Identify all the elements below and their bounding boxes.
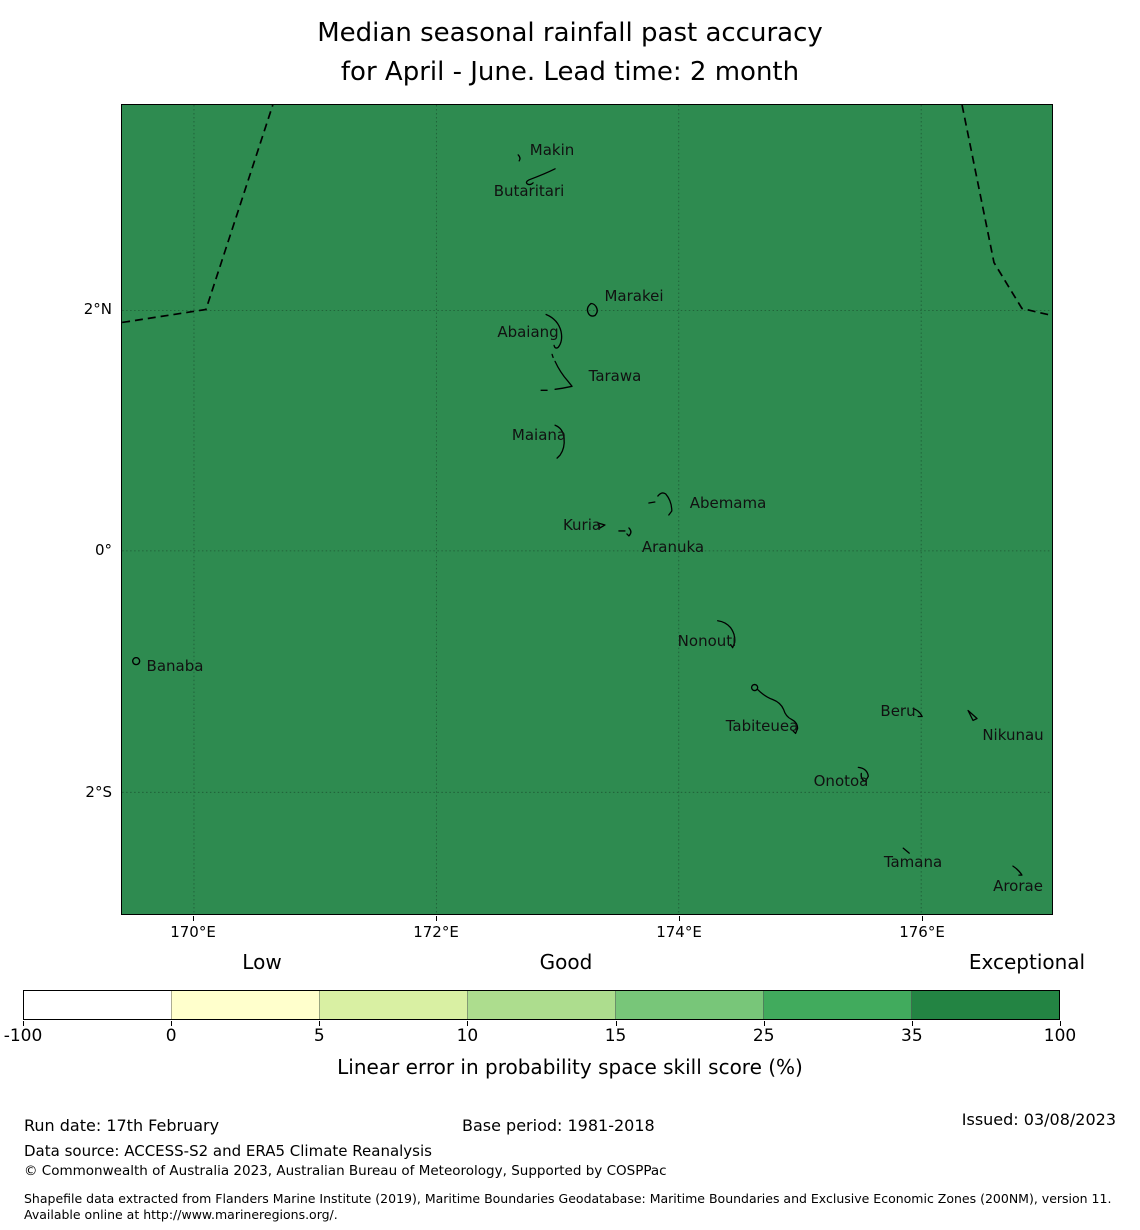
footer-base-period: Base period: 1981-2018	[462, 1116, 655, 1135]
map-features-layer	[122, 105, 1052, 914]
x-axis-tickmark-170e	[193, 916, 194, 921]
skill-category-label-good: Good	[539, 950, 593, 974]
colorbar-segment-1	[24, 991, 171, 1019]
footer-issued-date: Issued: 03/08/2023	[961, 1110, 1116, 1129]
colorbar-segment-7	[911, 991, 1059, 1019]
footer-data-source: Data source: ACCESS-S2 and ERA5 Climate Reanalysis	[24, 1142, 432, 1160]
island-label-tarawa: Tarawa	[588, 367, 642, 385]
island-label-makin: Makin	[529, 141, 575, 159]
island-outline-makin	[518, 155, 520, 161]
eez-boundary-east	[962, 105, 1052, 315]
island-outline-abemama	[649, 493, 672, 515]
x-axis-tick-label-176e: 176°E	[899, 923, 945, 941]
island-label-abaiang: Abaiang	[497, 323, 559, 341]
colorbar-segment-5	[615, 991, 763, 1019]
island-label-butaritari: Butaritari	[493, 182, 565, 200]
island-label-banaba: Banaba	[146, 657, 204, 675]
y-axis-tick-label-0: 0°	[94, 541, 112, 559]
colorbar-segment-4	[467, 991, 615, 1019]
colorbar-tick-label-100: 100	[1043, 1026, 1077, 1046]
x-axis-tick-label-170e: 170°E	[170, 923, 216, 941]
island-label-nikunau: Nikunau	[982, 726, 1044, 744]
island-outline-aranuka	[619, 528, 631, 536]
colorbar-tick-label-neg100: -100	[3, 1026, 43, 1046]
island-outline-marakei	[587, 304, 597, 317]
island-outline-nikunau	[968, 711, 977, 721]
colorbar-segment-3	[319, 991, 467, 1019]
island-label-nonouti: Nonouti	[677, 632, 737, 650]
x-axis-tickmark-176e	[922, 916, 923, 921]
colorbar-tick-label-0: 0	[165, 1026, 177, 1046]
colorbar-tick-label-15: 15	[604, 1026, 627, 1046]
eez-boundary-west	[122, 105, 273, 322]
footer-shapefile-note: Shapefile data extracted from Flanders Marine Institute (2019), Maritime Boundaries Geodatabase: Maritime Boundaries and Exclusive Economic Zones (200NM), version 11. Available online at http://www.marineregions.org/.	[24, 1191, 1112, 1222]
island-label-onotoa: Onotoa	[813, 772, 869, 790]
island-label-aranuka: Aranuka	[641, 538, 705, 556]
x-axis-tick-label-172e: 172°E	[413, 923, 459, 941]
island-outline-tarawa	[541, 354, 572, 390]
colorbar-tick-label-35: 35	[901, 1026, 923, 1046]
island-outline-arorae	[1013, 866, 1022, 875]
x-axis-tickmark-172e	[436, 916, 437, 921]
colorbar-tick-label-10: 10	[456, 1026, 479, 1046]
map-canvas	[121, 104, 1053, 915]
colorbar-tick-label-5: 5	[313, 1026, 325, 1046]
skill-category-label-exceptional: Exceptional	[968, 950, 1086, 974]
island-outline-banaba	[133, 658, 140, 665]
footer-copyright: © Commonwealth of Australia 2023, Australian Bureau of Meteorology, Supported by COSPPac	[24, 1163, 667, 1179]
island-outlines	[133, 155, 1022, 875]
island-label-beru: Beru	[880, 702, 916, 720]
colorbar-tick-label-25: 25	[752, 1026, 775, 1046]
island-label-abemama: Abemama	[689, 494, 767, 512]
island-label-tamana: Tamana	[883, 853, 943, 871]
island-label-kuria: Kuria	[562, 516, 602, 534]
y-axis-tick-label-2s: 2°S	[85, 783, 112, 801]
colorbar-tick-labels	[3, 1026, 1077, 1048]
island-label-arorae: Arorae	[993, 877, 1043, 895]
island-label-marakei: Marakei	[604, 287, 664, 305]
colorbar	[23, 990, 1060, 1020]
page-title	[0, 14, 1140, 92]
page-title-line-2: for April - June. Lead time: 2 month	[340, 57, 800, 87]
colorbar-segment-2	[171, 991, 319, 1019]
footer-run-date: Run date: 17th February	[24, 1116, 220, 1135]
page-title-line-1: Median seasonal rainfall past accuracy	[317, 18, 823, 48]
eez-boundary-lines	[122, 105, 1052, 322]
y-axis-tick-label-2n: 2°N	[83, 300, 112, 318]
x-axis-tickmark-174e	[679, 916, 680, 921]
x-axis-tick-label-174e: 174°E	[656, 923, 702, 941]
island-label-tabiteuea: Tabiteuea	[725, 717, 799, 735]
colorbar-segment-6	[763, 991, 911, 1019]
island-label-maiana: Maiana	[511, 426, 567, 444]
graticule-gridlines	[122, 105, 1052, 914]
skill-category-label-low: Low	[242, 950, 282, 974]
colorbar-title: Linear error in probability space skill score (%)	[337, 1055, 803, 1079]
